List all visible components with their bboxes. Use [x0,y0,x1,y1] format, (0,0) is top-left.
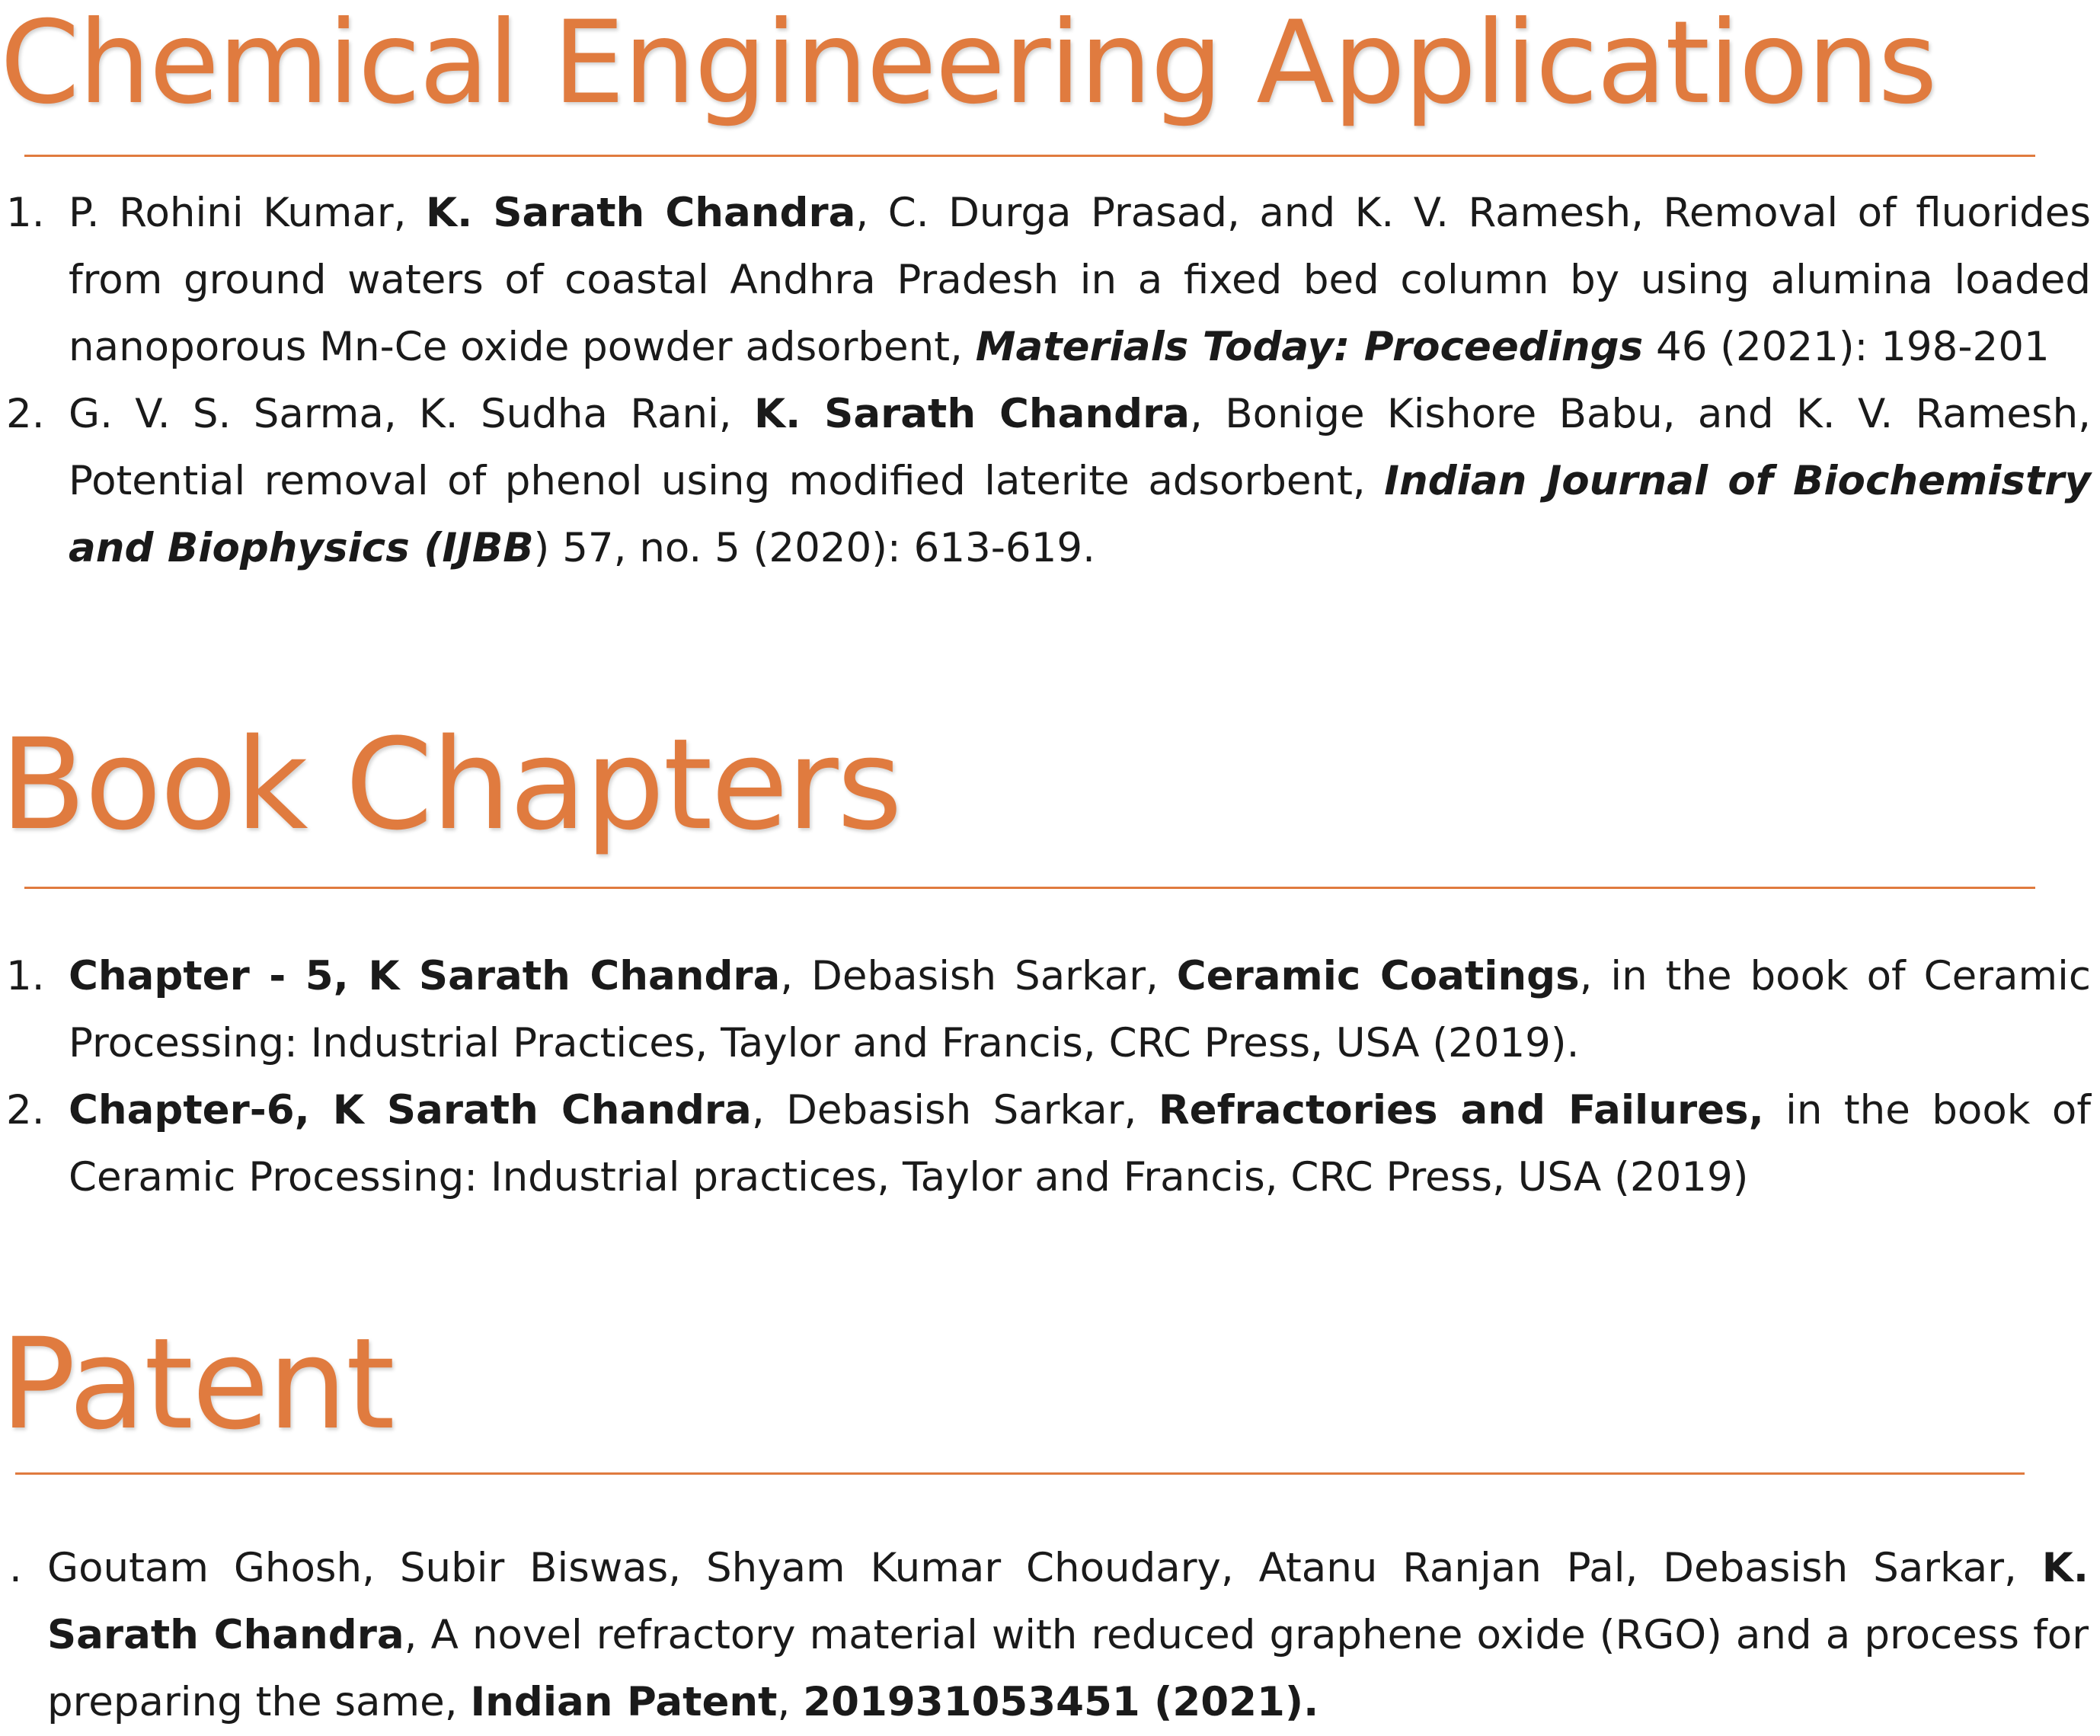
citation-text: , Bonige Kishore Babu, and K. V. Ramesh, Potential removal of phenol using modified laterite adsorbent, [69,391,2092,504]
highlight-author: K. Sarath Chandra [47,1545,2089,1658]
patent-label: Indian Patent [470,1679,778,1725]
authors-text: P. Rohini Kumar, [69,190,427,236]
section-divider [24,155,2035,157]
publication-list-patent [9,1535,2089,1736]
separator: , [777,1679,804,1725]
journal-name: Indian Journal of Biochemistry and Biophysics (IJBB [69,458,2091,571]
citation-tail: ) 57, no. 5 (2020): 613-619. [533,525,1095,571]
citation-tail: , in the book of Ceramic Processing: Industrial Practices, Taylor and Francis, CRC Press, USA (2019). [69,953,2092,1066]
item-number: 2. [6,1087,45,1133]
item-number: . [9,1545,22,1591]
coauthor-text: , Debasish Sarkar, [780,953,1177,999]
journal-name: Materials Today: Proceedings [975,324,1644,370]
citation-text: , C. Durga Prasad, and K. V. Ramesh, Removal of fluorides from ground waters of coastal Andhra Pradesh in a fixed bed column by using alumina loaded nanoporous Mn-Ce oxide powder adsorbent, [69,190,2091,370]
authors-text: Goutam Ghosh, Subir Biswas, Shyam Kumar Choudary, Atanu Ranjan Pal, Debasish Sarkar, [47,1545,2042,1591]
publication-list-book-chapters [6,943,2092,1211]
chapter-title: Ceramic Coatings [1176,953,1580,999]
chapter-title: Refractories and Failures, [1158,1087,1764,1133]
item-number: 1. [6,953,45,999]
section-title-patent: Patent [0,1311,394,1457]
chapter-author: Chapter - 5, K Sarath Chandra [69,953,781,999]
citation-tail: 46 (2021): 198-201 [1643,324,2050,370]
patent-title-text: , A novel refractory material with reduced graphene oxide (RGO) and a process for preparing the same, [47,1612,2089,1725]
item-number: 2. [6,391,45,437]
publication-list-chemical [6,180,2092,582]
highlight-author: K. Sarath Chandra [754,391,1191,437]
patent-number: 201931053451 (2021). [803,1679,1319,1725]
section-title-book-chapters: Book Chapters [0,711,901,858]
item-number: 1. [6,190,45,236]
section-divider [15,1472,2025,1475]
list-item [6,943,2092,1077]
list-item [9,1535,2089,1736]
citation-tail: in the book of Ceramic Processing: Industrial practices, Taylor and Francis, CRC Press, USA (2019) [69,1087,2091,1200]
section-title-chemical-engineering: Chemical Engineering Applications [0,0,1936,129]
section-divider [24,887,2035,889]
list-item [6,180,2091,381]
coauthor-text: , Debasish Sarkar, [751,1087,1159,1133]
highlight-author: K. Sarath Chandra [426,190,856,236]
chapter-author: Chapter-6, K Sarath Chandra [69,1087,752,1133]
authors-text: G. V. S. Sarma, K. Sudha Rani, [69,391,754,437]
list-item [6,1077,2091,1211]
list-item [6,381,2092,582]
